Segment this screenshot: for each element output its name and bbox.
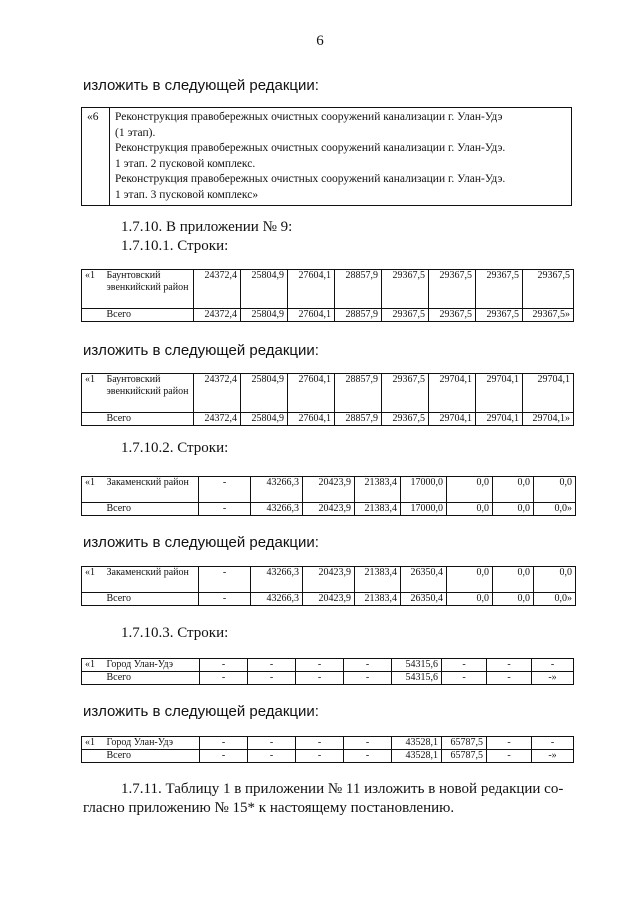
table-row	[82, 309, 574, 322]
cell-value: 0,0»	[534, 503, 576, 516]
cell-value: -	[442, 659, 487, 672]
intro-text: изложить в следующей редакции:	[83, 534, 319, 551]
data-table-old	[81, 476, 576, 516]
row-name: Всего	[104, 750, 200, 763]
cell-value: 20423,9	[303, 503, 355, 516]
cell-value: -	[487, 659, 532, 672]
cell-value: 29704,1	[523, 374, 574, 413]
cell-value: -	[532, 737, 574, 750]
cell-value: 29704,1»	[523, 413, 574, 426]
cell-value: 26350,4	[401, 567, 447, 593]
cell-value: -»	[532, 750, 574, 763]
cell-value: 0,0	[447, 503, 493, 516]
row-marker	[82, 309, 104, 322]
cell-value: 0,0	[534, 477, 576, 503]
cell-value: 54315,6	[392, 659, 442, 672]
project-line: (1 этап).	[115, 126, 156, 139]
cell-value: 29704,1	[476, 374, 523, 413]
cell-value: 20423,9	[303, 477, 355, 503]
table-row	[82, 737, 574, 750]
cell-value: 43266,3	[251, 477, 303, 503]
cell-value: -	[487, 672, 532, 685]
cell-value: -	[200, 672, 248, 685]
cell-value: 21383,4	[355, 503, 401, 516]
cell-value: -	[487, 750, 532, 763]
cell-value: 29704,1	[429, 413, 476, 426]
row-name: Закаменский район	[104, 567, 199, 593]
row-name: Всего	[104, 413, 194, 426]
intro-text: изложить в следующей редакции:	[83, 77, 319, 94]
cell-value: -	[344, 659, 392, 672]
table-row	[82, 374, 574, 413]
cell-value: 43266,3	[251, 503, 303, 516]
cell-value: 28857,9	[335, 309, 382, 322]
cell-value: 65787,5	[442, 750, 487, 763]
cell-value: -	[487, 737, 532, 750]
section-heading: 1.7.10. В приложении № 9:	[121, 219, 293, 235]
cell-value: -	[296, 659, 344, 672]
row-name: Город Улан-Удэ	[104, 659, 200, 672]
cell-value: -	[532, 659, 574, 672]
row-marker: «1	[82, 270, 104, 309]
page-number: 6	[316, 33, 324, 49]
cell-value: 0,0	[493, 477, 534, 503]
cell-value: 27604,1	[288, 309, 335, 322]
row-marker: «1	[82, 374, 104, 413]
cell-value: -	[296, 750, 344, 763]
section-heading: 1.7.10.3. Строки:	[121, 625, 229, 641]
cell-value: 29367,5	[382, 270, 429, 309]
table-row	[82, 750, 574, 763]
project-line: Реконструкция правобережных очистных сооружений канализации г. Улан-Удэ.	[115, 173, 506, 185]
cell-value: 65787,5	[442, 737, 487, 750]
cell-value: 0,0	[447, 567, 493, 593]
cell-value: 27604,1	[288, 374, 335, 413]
table-row	[82, 672, 574, 685]
cell-value: 29367,5	[382, 374, 429, 413]
cell-value: 25804,9	[241, 413, 288, 426]
project-table	[81, 107, 572, 206]
cell-value: 0,0	[447, 593, 493, 606]
cell-value: 21383,4	[355, 593, 401, 606]
table-row	[82, 659, 574, 672]
project-line: 1 этап. 2 пусковой комплекс.	[115, 157, 256, 170]
row-marker	[82, 503, 104, 516]
cell-value: 26350,4	[401, 593, 447, 606]
cell-value: 29367,5	[429, 270, 476, 309]
row-marker	[82, 413, 104, 426]
cell-value: 17000,0	[401, 503, 447, 516]
cell-value: 27604,1	[288, 270, 335, 309]
cell-value: -	[344, 737, 392, 750]
section-paragraph: 1.7.11. Таблицу 1 в приложении № 11 изложить в новой редакции со-	[121, 781, 564, 797]
cell-value: -	[248, 750, 296, 763]
cell-value: 28857,9	[335, 413, 382, 426]
cell-value: 17000,0	[401, 477, 447, 503]
table-row	[82, 503, 576, 516]
cell-value: -»	[532, 672, 574, 685]
cell-value: 0,0	[493, 503, 534, 516]
cell-value: 27604,1	[288, 413, 335, 426]
row-marker	[82, 750, 104, 763]
cell-value: -	[200, 659, 248, 672]
table-row	[82, 593, 576, 606]
cell-value: -	[296, 737, 344, 750]
row-marker: «1	[82, 737, 104, 750]
section-heading: 1.7.10.2. Строки:	[121, 440, 229, 456]
intro-text: изложить в следующей редакции:	[83, 342, 319, 359]
cell-value: 54315,6	[392, 672, 442, 685]
row-name: Баунтовский эвенкийский район	[104, 374, 194, 413]
table-row	[82, 567, 576, 593]
cell-value: 21383,4	[355, 477, 401, 503]
row-name: Закаменский район	[104, 477, 199, 503]
row-name: Всего	[104, 503, 199, 516]
row-marker	[82, 593, 104, 606]
row-name: Город Улан-Удэ	[104, 737, 200, 750]
cell-value: -	[344, 672, 392, 685]
cell-value: 0,0	[447, 477, 493, 503]
cell-value: 29367,5	[523, 270, 574, 309]
cell-value: -	[199, 503, 251, 516]
table-row	[82, 477, 576, 503]
cell-value: 29367,5	[429, 309, 476, 322]
data-table-old	[81, 269, 574, 322]
row-marker: «1	[82, 659, 104, 672]
project-description	[110, 108, 572, 206]
cell-value: -	[248, 737, 296, 750]
cell-value: 29704,1	[429, 374, 476, 413]
cell-value: 29367,5	[476, 309, 523, 322]
cell-value: 24372,4	[194, 413, 241, 426]
table-row	[82, 413, 574, 426]
cell-value: 24372,4	[194, 309, 241, 322]
cell-value: 0,0»	[534, 593, 576, 606]
cell-value: 29367,5	[476, 270, 523, 309]
data-table-old	[81, 658, 574, 685]
project-line: Реконструкция правобережных очистных сооружений канализации г. Улан-Удэ	[115, 111, 503, 123]
cell-value: -	[248, 672, 296, 685]
cell-value: -	[200, 737, 248, 750]
cell-value: 25804,9	[241, 309, 288, 322]
table-row	[82, 108, 572, 206]
cell-value: 0,0	[534, 567, 576, 593]
cell-value: 43528,1	[392, 737, 442, 750]
cell-value: 24372,4	[194, 374, 241, 413]
row-name: Всего	[104, 672, 200, 685]
section-heading: 1.7.10.1. Строки:	[121, 238, 229, 254]
cell-value: -	[199, 593, 251, 606]
cell-value: 25804,9	[241, 374, 288, 413]
cell-value: 43266,3	[251, 593, 303, 606]
cell-value: 29367,5	[382, 413, 429, 426]
row-name: Всего	[104, 309, 194, 322]
cell-value: 21383,4	[355, 567, 401, 593]
cell-value: 43528,1	[392, 750, 442, 763]
cell-value: 28857,9	[335, 374, 382, 413]
cell-value: 24372,4	[194, 270, 241, 309]
cell-value: -	[344, 750, 392, 763]
cell-value: 0,0	[493, 567, 534, 593]
cell-value: 0,0	[493, 593, 534, 606]
cell-value: 29367,5»	[523, 309, 574, 322]
table-row	[82, 270, 574, 309]
cell-value: 43266,3	[251, 567, 303, 593]
cell-value: -	[296, 672, 344, 685]
data-table-new	[81, 566, 576, 606]
cell-value: 28857,9	[335, 270, 382, 309]
cell-value: -	[199, 477, 251, 503]
data-table-new	[81, 373, 574, 426]
cell-value: -	[199, 567, 251, 593]
cell-value: -	[248, 659, 296, 672]
section-paragraph-continuation: гласно приложению № 15* к настоящему постановлению.	[83, 800, 455, 816]
cell-value: 25804,9	[241, 270, 288, 309]
row-marker: «6	[82, 108, 110, 206]
cell-value: 29704,1	[476, 413, 523, 426]
row-name: Баунтовский эвенкийский район	[104, 270, 194, 309]
data-table-new	[81, 736, 574, 763]
cell-value: 20423,9	[303, 593, 355, 606]
row-marker: «1	[82, 567, 104, 593]
cell-value: 29367,5	[382, 309, 429, 322]
row-marker	[82, 672, 104, 685]
row-name: Всего	[104, 593, 199, 606]
project-line: Реконструкция правобережных очистных сооружений канализации г. Улан-Удэ.	[115, 142, 506, 154]
project-line: 1 этап. 3 пусковой комплекс»	[115, 188, 259, 201]
cell-value: -	[442, 672, 487, 685]
cell-value: -	[200, 750, 248, 763]
cell-value: 20423,9	[303, 567, 355, 593]
intro-text: изложить в следующей редакции:	[83, 703, 319, 720]
row-marker: «1	[82, 477, 104, 503]
